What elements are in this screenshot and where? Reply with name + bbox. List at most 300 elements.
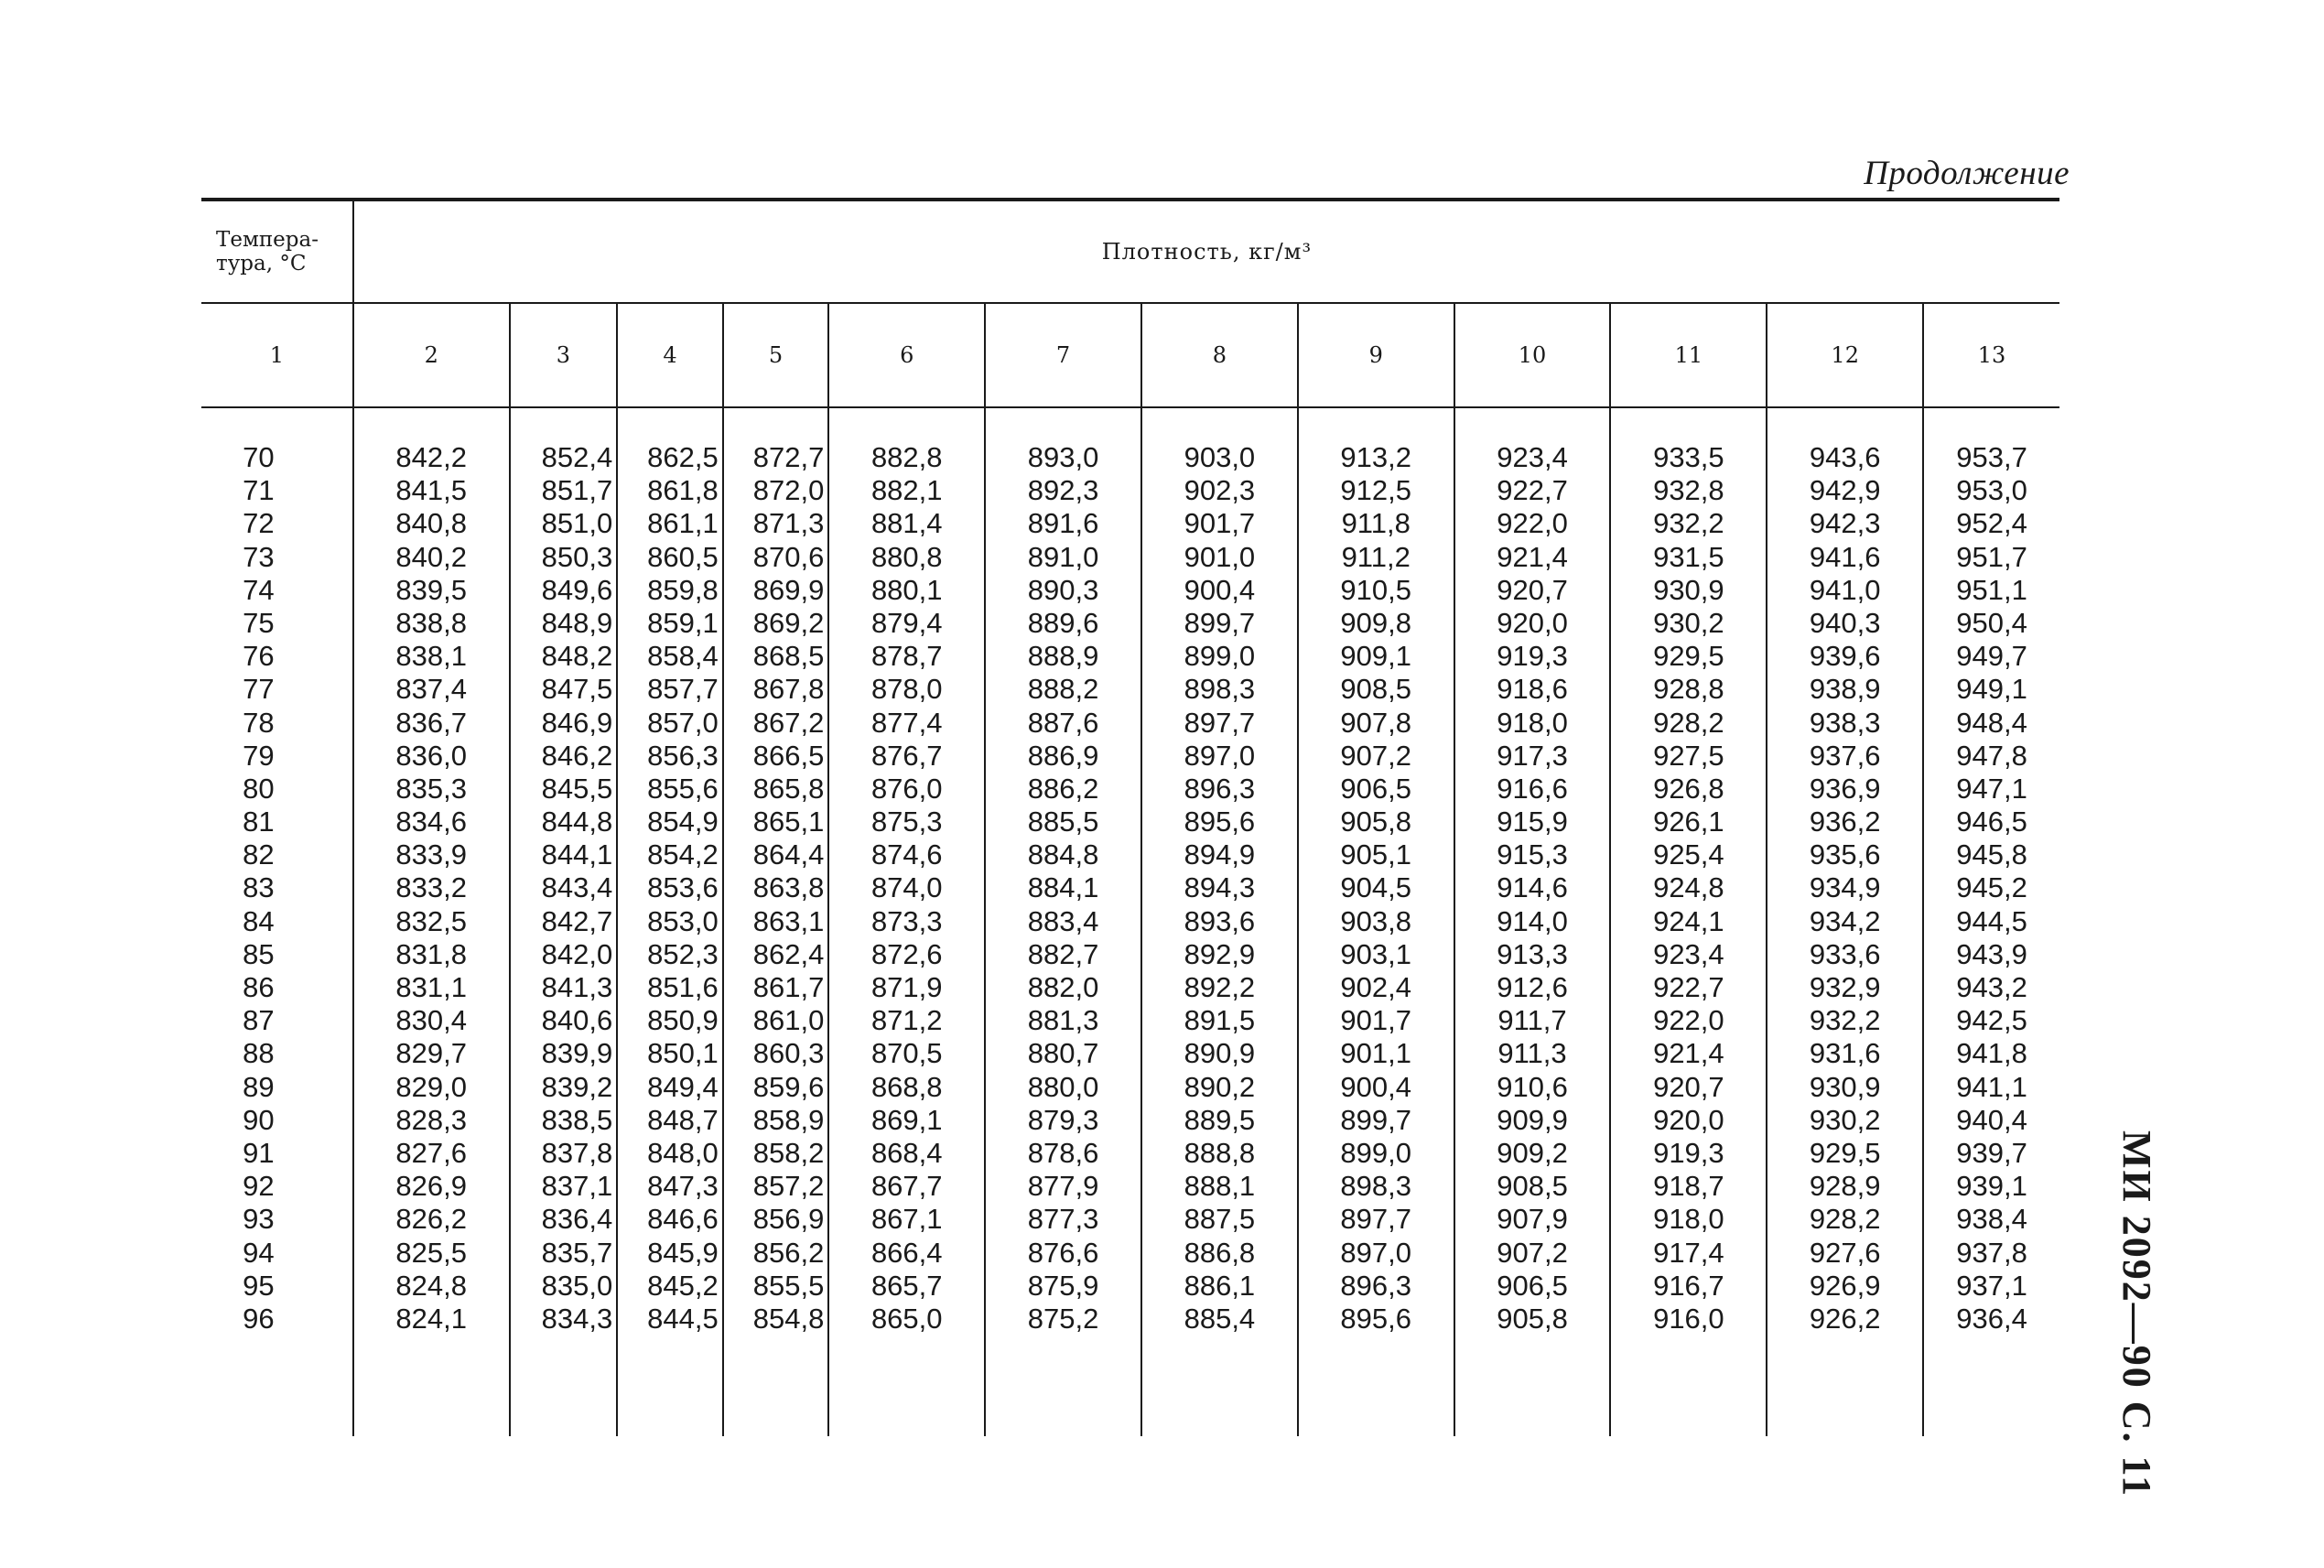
density-value: 854,8	[752, 1302, 825, 1335]
density-value: 946,5	[1956, 806, 2027, 838]
density-value: 878,7	[870, 640, 943, 673]
density-value: 892,2	[1184, 971, 1256, 1003]
density-value: 899,0	[1184, 640, 1256, 673]
density-value: 886,8	[1184, 1236, 1256, 1269]
density-value: 848,2	[541, 640, 613, 673]
column-number-5: 5	[723, 303, 829, 407]
density-value: 876,6	[1027, 1236, 1099, 1269]
density-value: 949,7	[1956, 640, 2027, 673]
density-value: 940,3	[1809, 606, 1881, 639]
density-value: 939,1	[1956, 1170, 2027, 1203]
density-value: 885,5	[1027, 806, 1099, 838]
density-value: 875,2	[1027, 1302, 1099, 1335]
density-value: 907,8	[1340, 706, 1411, 739]
density-value: 901,7	[1340, 1004, 1411, 1037]
density-value: 909,1	[1340, 640, 1411, 673]
density-value: 899,0	[1340, 1136, 1411, 1169]
density-value: 902,3	[1184, 474, 1256, 507]
density-value: 844,8	[541, 806, 613, 838]
density-value: 849,4	[647, 1070, 719, 1103]
density-value: 834,6	[395, 806, 467, 838]
density-column-3	[510, 407, 618, 1436]
density-value: 880,8	[870, 540, 943, 573]
temperature-value: 95	[243, 1269, 275, 1302]
density-value: 867,1	[870, 1203, 943, 1236]
density-column-10	[1454, 407, 1611, 1436]
density-value: 907,2	[1497, 1236, 1568, 1269]
density-value: 936,9	[1809, 772, 1881, 805]
temperature-value: 70	[243, 441, 275, 473]
density-value: 848,0	[647, 1136, 719, 1169]
density-value: 839,5	[395, 573, 467, 606]
density-value: 917,3	[1497, 739, 1568, 772]
density-value: 936,2	[1809, 806, 1881, 838]
density-value: 879,3	[1027, 1103, 1099, 1136]
density-value: 871,2	[870, 1004, 943, 1037]
temperature-value: 83	[243, 871, 275, 904]
density-value: 865,0	[870, 1302, 943, 1335]
density-value: 841,3	[541, 971, 613, 1003]
density-value: 863,8	[752, 871, 825, 904]
density-value: 924,8	[1653, 871, 1724, 904]
density-value: 941,1	[1956, 1070, 2027, 1103]
density-value: 926,1	[1653, 806, 1724, 838]
density-value: 855,6	[647, 772, 719, 805]
density-value: 853,0	[647, 904, 719, 937]
density-value: 943,2	[1956, 971, 2027, 1003]
density-value: 913,2	[1340, 441, 1411, 473]
density-value: 875,9	[1027, 1269, 1099, 1302]
density-value: 932,2	[1809, 1004, 1881, 1037]
column-number-9: 9	[1298, 303, 1454, 407]
temperature-value: 76	[243, 640, 275, 673]
density-value: 907,2	[1340, 739, 1411, 772]
density-value: 932,2	[1653, 507, 1724, 540]
density-value: 876,7	[870, 739, 943, 772]
density-value: 903,1	[1340, 937, 1411, 970]
density-value: 930,2	[1809, 1103, 1881, 1136]
density-value: 918,6	[1497, 673, 1568, 706]
density-value: 897,7	[1340, 1203, 1411, 1236]
density-value: 888,9	[1027, 640, 1099, 673]
density-value: 901,0	[1184, 540, 1256, 573]
density-value: 916,6	[1497, 772, 1568, 805]
density-value: 840,6	[541, 1004, 613, 1037]
temperature-value: 86	[243, 971, 275, 1003]
density-value: 858,4	[647, 640, 719, 673]
density-value: 862,5	[647, 441, 719, 473]
density-value: 858,9	[752, 1103, 825, 1136]
density-value: 920,7	[1653, 1070, 1724, 1103]
column-number-row	[201, 303, 2059, 407]
density-value: 867,7	[870, 1170, 943, 1203]
density-value: 865,7	[870, 1269, 943, 1302]
density-value: 896,3	[1340, 1269, 1411, 1302]
density-value: 941,6	[1809, 540, 1881, 573]
density-value: 919,3	[1497, 640, 1568, 673]
column-number-3: 3	[510, 303, 618, 407]
temperature-value: 75	[243, 606, 275, 639]
density-value: 941,8	[1956, 1037, 2027, 1070]
density-value: 850,1	[647, 1037, 719, 1070]
density-value: 825,5	[395, 1236, 467, 1269]
density-value: 916,7	[1653, 1269, 1724, 1302]
density-value: 890,9	[1184, 1037, 1256, 1070]
density-value: 886,2	[1027, 772, 1099, 805]
density-value: 897,0	[1340, 1236, 1411, 1269]
density-value: 839,2	[541, 1070, 613, 1103]
density-value: 848,7	[647, 1103, 719, 1136]
density-value: 831,1	[395, 971, 467, 1003]
density-value: 953,7	[1956, 441, 2027, 473]
density-value: 872,0	[752, 474, 825, 507]
density-value: 850,3	[541, 540, 613, 573]
density-value: 851,6	[647, 971, 719, 1003]
temperature-value: 78	[243, 706, 275, 739]
page-stamp: МИ 2092—90 С. 11	[2114, 1130, 2159, 1498]
temperature-value: 92	[243, 1170, 275, 1203]
density-value: 922,7	[1653, 971, 1724, 1003]
density-value: 947,8	[1956, 739, 2027, 772]
density-value: 865,1	[752, 806, 825, 838]
density-value: 834,3	[541, 1302, 613, 1335]
density-column-8	[1141, 407, 1298, 1436]
density-value: 895,6	[1184, 806, 1256, 838]
density-value: 838,1	[395, 640, 467, 673]
density-value: 927,5	[1653, 739, 1724, 772]
density-value: 892,3	[1027, 474, 1099, 507]
density-value: 841,5	[395, 474, 467, 507]
density-value: 889,6	[1027, 606, 1099, 639]
density-value: 832,5	[395, 904, 467, 937]
density-value: 863,1	[752, 904, 825, 937]
density-value: 870,5	[870, 1037, 943, 1070]
density-value: 868,8	[870, 1070, 943, 1103]
density-value: 893,0	[1027, 441, 1099, 473]
density-value: 943,6	[1809, 441, 1881, 473]
density-value: 885,4	[1184, 1302, 1256, 1335]
density-value: 836,4	[541, 1203, 613, 1236]
density-value: 861,7	[752, 971, 825, 1003]
density-value: 905,8	[1340, 806, 1411, 838]
density-value: 840,8	[395, 507, 467, 540]
density-value: 912,5	[1340, 474, 1411, 507]
density-value: 922,0	[1653, 1004, 1724, 1037]
density-value: 880,1	[870, 573, 943, 606]
density-value: 824,8	[395, 1269, 467, 1302]
column-number-13: 13	[1923, 303, 2059, 407]
density-value: 852,3	[647, 937, 719, 970]
density-value: 884,8	[1027, 838, 1099, 871]
density-value: 942,5	[1956, 1004, 2027, 1037]
density-value: 878,0	[870, 673, 943, 706]
density-value: 913,3	[1497, 937, 1568, 970]
column-number-4: 4	[617, 303, 723, 407]
density-value: 846,2	[541, 739, 613, 772]
density-value: 891,5	[1184, 1004, 1256, 1037]
density-value: 932,9	[1809, 971, 1881, 1003]
density-value: 838,5	[541, 1103, 613, 1136]
density-value: 945,8	[1956, 838, 2027, 871]
density-value: 950,4	[1956, 606, 2027, 639]
column-number-11: 11	[1610, 303, 1767, 407]
density-value: 944,5	[1956, 904, 2027, 937]
density-value: 877,4	[870, 706, 943, 739]
density-value: 910,5	[1340, 573, 1411, 606]
table-body-row	[201, 407, 2059, 1436]
density-value: 882,7	[1027, 937, 1099, 970]
density-value: 925,4	[1653, 838, 1724, 871]
density-value: 858,2	[752, 1136, 825, 1169]
density-column-13	[1923, 407, 2059, 1436]
density-value: 871,3	[752, 507, 825, 540]
density-value: 903,0	[1184, 441, 1256, 473]
density-value: 929,5	[1653, 640, 1724, 673]
density-value: 874,0	[870, 871, 943, 904]
density-value: 942,9	[1809, 474, 1881, 507]
density-value: 874,6	[870, 838, 943, 871]
density-value: 838,8	[395, 606, 467, 639]
density-value: 853,6	[647, 871, 719, 904]
density-value: 842,2	[395, 441, 467, 473]
temperature-value: 73	[243, 540, 275, 573]
density-value: 905,1	[1340, 838, 1411, 871]
density-value: 943,9	[1956, 937, 2027, 970]
density-value: 857,2	[752, 1170, 825, 1203]
density-value: 899,7	[1340, 1103, 1411, 1136]
density-value: 880,0	[1027, 1070, 1099, 1103]
temperature-value: 71	[243, 474, 275, 507]
density-value: 902,4	[1340, 971, 1411, 1003]
density-value: 880,7	[1027, 1037, 1099, 1070]
density-value: 914,6	[1497, 871, 1568, 904]
density-value: 882,0	[1027, 971, 1099, 1003]
density-value: 900,4	[1340, 1070, 1411, 1103]
density-value: 860,5	[647, 540, 719, 573]
density-value: 901,7	[1184, 507, 1256, 540]
density-value: 916,0	[1653, 1302, 1724, 1335]
temperature-value: 89	[243, 1070, 275, 1103]
density-value: 847,5	[541, 673, 613, 706]
density-value: 864,4	[752, 838, 825, 871]
density-value: 909,9	[1497, 1103, 1568, 1136]
density-value: 887,5	[1184, 1203, 1256, 1236]
density-value: 918,0	[1653, 1203, 1724, 1236]
density-value: 924,1	[1653, 904, 1724, 937]
density-value: 837,4	[395, 673, 467, 706]
density-value: 849,6	[541, 573, 613, 606]
density-value: 867,2	[752, 706, 825, 739]
density-value: 824,1	[395, 1302, 467, 1335]
density-value: 857,7	[647, 673, 719, 706]
density-value: 911,8	[1341, 507, 1411, 540]
density-value: 836,0	[395, 739, 467, 772]
density-value: 828,3	[395, 1103, 467, 1136]
density-value: 934,2	[1809, 904, 1881, 937]
density-value: 873,3	[870, 904, 943, 937]
column-number-6: 6	[828, 303, 985, 407]
density-value: 833,2	[395, 871, 467, 904]
density-value: 877,9	[1027, 1170, 1099, 1203]
density-value: 897,0	[1184, 739, 1256, 772]
density-value: 920,0	[1653, 1103, 1724, 1136]
density-value: 826,2	[395, 1203, 467, 1236]
density-value: 854,2	[647, 838, 719, 871]
density-value: 856,9	[752, 1203, 825, 1236]
density-value: 894,9	[1184, 838, 1256, 871]
density-value: 896,3	[1184, 772, 1256, 805]
density-value: 835,0	[541, 1269, 613, 1302]
density-value: 929,5	[1809, 1136, 1881, 1169]
density-value: 869,2	[752, 606, 825, 639]
density-value: 930,9	[1653, 573, 1724, 606]
density-value: 872,6	[870, 937, 943, 970]
header-row	[201, 200, 2059, 303]
temperature-value: 79	[243, 739, 275, 772]
density-value: 936,4	[1956, 1302, 2027, 1335]
density-value: 848,9	[541, 606, 613, 639]
column-number-7: 7	[985, 303, 1141, 407]
density-column-6	[828, 407, 985, 1436]
density-table	[201, 198, 2059, 1436]
column-number-2: 2	[353, 303, 510, 407]
density-value: 908,5	[1340, 673, 1411, 706]
density-value: 835,7	[541, 1236, 613, 1269]
density-value: 920,0	[1497, 606, 1568, 639]
density-value: 851,0	[541, 507, 613, 540]
density-value: 845,5	[541, 772, 613, 805]
density-value: 829,7	[395, 1037, 467, 1070]
density-value: 846,9	[541, 706, 613, 739]
temperature-value: 87	[243, 1004, 275, 1037]
density-value: 860,3	[752, 1037, 825, 1070]
density-value: 935,6	[1809, 838, 1881, 871]
density-value: 862,4	[752, 937, 825, 970]
density-value: 890,2	[1184, 1070, 1256, 1103]
density-value: 830,4	[395, 1004, 467, 1037]
temperature-column	[201, 407, 353, 1436]
density-value: 932,8	[1653, 474, 1724, 507]
density-value: 941,0	[1809, 573, 1881, 606]
density-value: 847,3	[647, 1170, 719, 1203]
density-value: 859,1	[647, 606, 719, 639]
density-value: 919,3	[1653, 1136, 1724, 1169]
temperature-value: 94	[243, 1236, 275, 1269]
density-value: 898,3	[1340, 1170, 1411, 1203]
density-column-2	[353, 407, 510, 1436]
density-value: 917,4	[1653, 1236, 1724, 1269]
density-value: 845,2	[647, 1269, 719, 1302]
density-value: 931,6	[1809, 1037, 1881, 1070]
density-value: 921,4	[1653, 1037, 1724, 1070]
density-value: 900,4	[1184, 573, 1256, 606]
column-number-1: 1	[201, 303, 353, 407]
density-value: 915,3	[1497, 838, 1568, 871]
density-value: 926,2	[1809, 1302, 1881, 1335]
density-value: 945,2	[1956, 871, 2027, 904]
density-value: 898,3	[1184, 673, 1256, 706]
density-value: 861,0	[752, 1004, 825, 1037]
density-value: 866,4	[870, 1236, 943, 1269]
density-value: 923,4	[1497, 441, 1568, 473]
density-value: 947,1	[1956, 772, 2027, 805]
density-value: 905,8	[1497, 1302, 1568, 1335]
density-value: 915,9	[1497, 806, 1568, 838]
temperature-value: 96	[243, 1302, 275, 1335]
density-value: 861,1	[647, 507, 719, 540]
density-value: 842,7	[541, 904, 613, 937]
density-value: 883,4	[1027, 904, 1099, 937]
density-value: 912,6	[1497, 971, 1568, 1003]
density-value: 866,5	[752, 739, 825, 772]
density-value: 923,4	[1653, 937, 1724, 970]
density-value: 826,9	[395, 1170, 467, 1203]
density-value: 928,8	[1653, 673, 1724, 706]
density-value: 868,4	[870, 1136, 943, 1169]
density-value: 938,3	[1809, 706, 1881, 739]
density-value: 937,1	[1956, 1269, 2027, 1302]
temperature-value: 88	[243, 1037, 275, 1070]
density-value: 937,6	[1809, 739, 1881, 772]
density-value: 911,3	[1497, 1037, 1567, 1070]
density-value: 904,5	[1340, 871, 1411, 904]
density-column-5	[723, 407, 829, 1436]
column-number-8: 8	[1141, 303, 1298, 407]
density-value: 856,2	[752, 1236, 825, 1269]
density-value: 906,5	[1497, 1269, 1568, 1302]
density-value: 851,7	[541, 474, 613, 507]
density-value: 886,9	[1027, 739, 1099, 772]
density-value: 939,6	[1809, 640, 1881, 673]
density-value: 928,9	[1809, 1170, 1881, 1203]
density-value: 901,1	[1340, 1037, 1411, 1070]
density-value: 914,0	[1497, 904, 1568, 937]
density-value: 844,1	[541, 838, 613, 871]
density-value: 938,4	[1956, 1203, 2027, 1236]
density-value: 895,6	[1340, 1302, 1411, 1335]
temperature-value: 85	[243, 937, 275, 970]
density-value: 881,3	[1027, 1004, 1099, 1037]
density-value: 831,8	[395, 937, 467, 970]
density-value: 948,4	[1956, 706, 2027, 739]
density-value: 846,6	[647, 1203, 719, 1236]
density-value: 937,8	[1956, 1236, 2027, 1269]
temperature-value: 90	[243, 1103, 275, 1136]
density-value: 920,7	[1497, 573, 1568, 606]
density-value: 910,6	[1497, 1070, 1568, 1103]
density-value: 891,6	[1027, 507, 1099, 540]
density-header: Плотность, кг/м³	[353, 200, 2059, 303]
density-value: 890,3	[1027, 573, 1099, 606]
density-value: 934,9	[1809, 871, 1881, 904]
density-value: 888,1	[1184, 1170, 1256, 1203]
density-value: 877,3	[1027, 1203, 1099, 1236]
density-value: 907,9	[1497, 1203, 1568, 1236]
density-value: 928,2	[1809, 1203, 1881, 1236]
density-column-11	[1610, 407, 1767, 1436]
density-value: 837,1	[541, 1170, 613, 1203]
density-column-9	[1298, 407, 1454, 1436]
temperature-value: 84	[243, 904, 275, 937]
density-value: 952,4	[1956, 507, 2027, 540]
density-value: 951,7	[1956, 540, 2027, 573]
density-value: 850,9	[647, 1004, 719, 1037]
temperature-header: Темпера- тура, °С	[201, 200, 353, 303]
density-value: 886,1	[1184, 1269, 1256, 1302]
temperature-value: 72	[243, 507, 275, 540]
density-value: 911,7	[1497, 1004, 1567, 1037]
density-value: 892,9	[1184, 937, 1256, 970]
